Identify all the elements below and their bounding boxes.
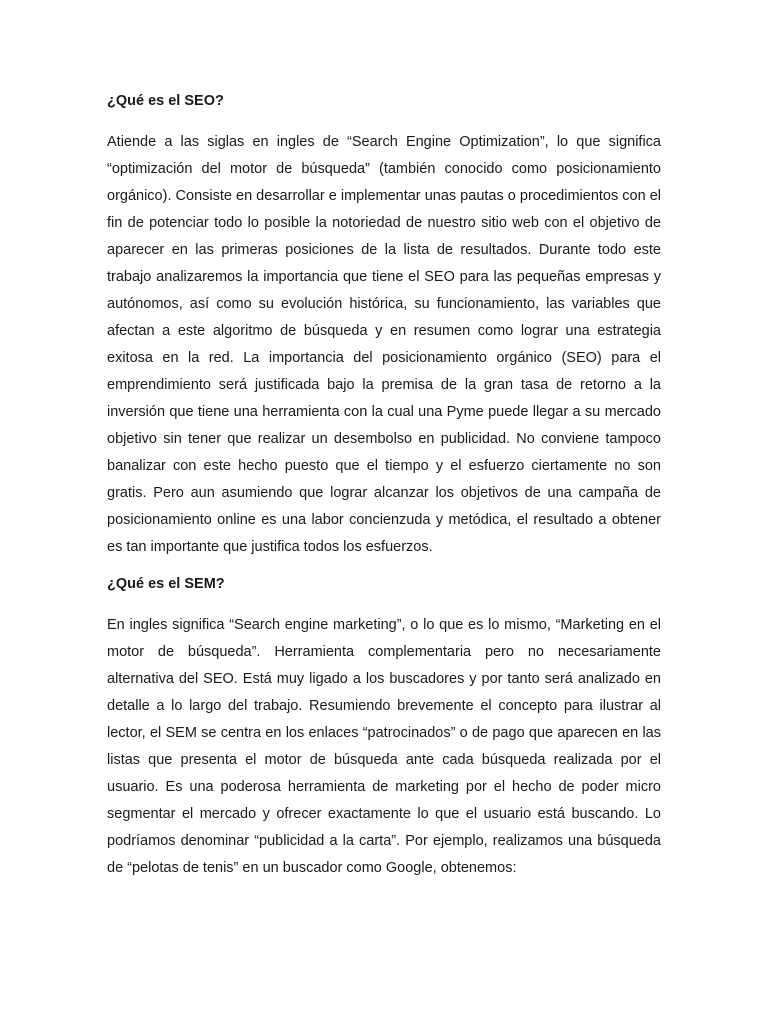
document-content [107,91,661,895]
section-heading-seo: ¿Qué es el SEO? [107,93,224,109]
section-body-sem: En ingles significa “Search engine marketing”, o lo que es lo mismo, “Marketing en el motor de búsqueda”. Herramienta complementaria pero no necesariamente alternativa del SEO. Está muy ligado a los buscadores y por tanto será analizado en detalle a lo largo del trabajo. Resumiendo brevemente el concepto para ilustrar al lector, el SEM se centra en los enlaces “patrocinados” o de pago que aparecen en las listas que presenta el motor de búsqueda ante cada búsqueda realizada por el usuario. Es una poderosa herramienta de marketing por el hecho de poder micro segmentar el mercado y ofrecer exactamente lo que el usuario está buscando. Lo podríamos denominar “publicidad a la carta”. Por ejemplo, realizamos una búsqueda de “pelotas de tenis” en un buscador como Google, obtenemos: [107,617,661,876]
section-body-seo: Atiende a las siglas en ingles de “Search Engine Optimization”, lo que significa “optimización del motor de búsqueda” (también conocido como posicionamiento orgánico). Consiste en desarrollar e implementar unas pautas o procedimientos con el fin de potenciar todo lo posible la notoriedad de nuestro sitio web con el objetivo de aparecer en las primeras posiciones de la lista de resultados. Durante todo este trabajo analizaremos la importancia que tiene el SEO para las pequeñas empresas y autónomos, así como su evolución histórica, su funcionamiento, las variables que afectan a este algoritmo de búsqueda y en resumen como lograr una estrategia exitosa en la red. La importancia del posicionamiento orgánico (SEO) para el emprendimiento será justificada bajo la premisa de la gran tasa de retorno a la inversión que tiene una herramienta con la cual una Pyme puede llegar a su mercado objetivo sin tener que realizar un desembolso en publicidad. No conviene tampoco banalizar con este hecho puesto que el tiempo y el esfuerzo ciertamente no son gratis. Pero aun asumiendo que lograr alcanzar los objetivos de una campaña de posicionamiento online es una labor concienzuda y metódica, el resultado a obtener es tan importante que justifica todos los esfuerzos. [107,134,661,555]
section-heading-sem: ¿Qué es el SEM? [107,576,225,592]
